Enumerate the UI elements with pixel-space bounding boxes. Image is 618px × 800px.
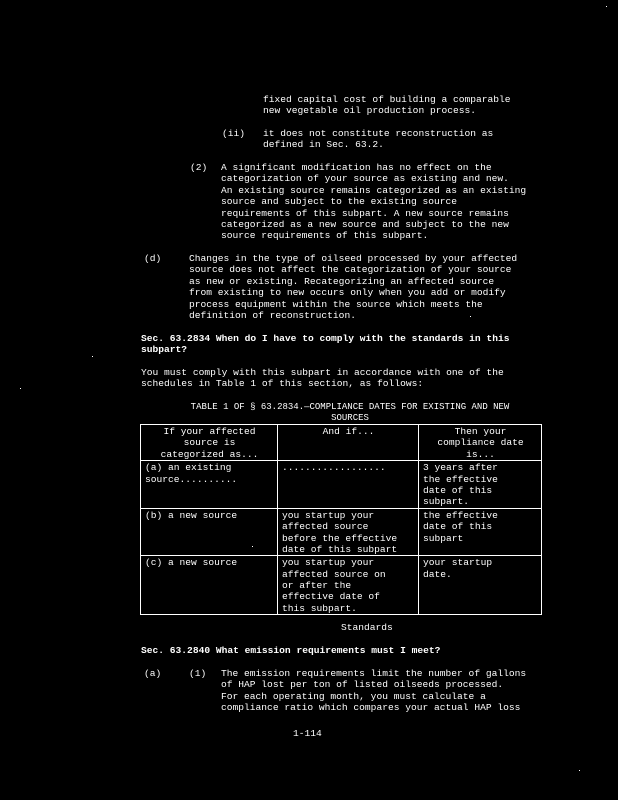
text-line: it does not constitute reconstruction as: [263, 128, 494, 139]
item-marker-2: (2): [190, 162, 208, 173]
text-line: process equipment within the source which meets the: [189, 298, 483, 310]
cell-text: this subpart.: [282, 602, 357, 614]
section-heading-2834: [141, 333, 509, 356]
cell-text: subpart.: [423, 496, 470, 508]
text-line: definition of reconstruction.: [189, 309, 356, 321]
item-d-text: [189, 253, 517, 321]
text-line: You must comply with this subpart in accordance with one of the: [141, 367, 504, 378]
header-cell-condition: [278, 425, 419, 461]
text-line: from existing to new occurs only when you add or modify: [189, 287, 506, 299]
cell-text: the effective: [423, 473, 498, 485]
header-text: Then your: [454, 426, 507, 437]
cell-text: or after the: [282, 580, 352, 592]
header-text: If your affected: [163, 426, 256, 437]
text-line: Changes in the type of oilseed processed by your affected: [189, 253, 518, 264]
standards-label: Standards: [341, 622, 393, 633]
header-text: source is: [183, 437, 236, 449]
table-row: [141, 556, 542, 615]
table-row: [141, 508, 542, 556]
text-line: categorization of your source as existing and new.: [221, 173, 509, 185]
text-line: subpart?: [141, 344, 188, 356]
text-line: as new or existing. Recategorizing an affected source: [189, 275, 495, 287]
section-2834-intro: [141, 367, 504, 390]
continuation-paragraph: [263, 94, 511, 117]
text-line: new vegetable oil production process.: [263, 105, 477, 117]
text-line: TABLE 1 OF § 63.2834.—COMPLIANCE DATES FOR EXISTING AND NEW: [190, 402, 510, 412]
table-cell: [419, 556, 542, 615]
item-marker-1: (1): [189, 668, 207, 679]
section-heading-2840: Sec. 63.2840 What emission requirements must I meet?: [141, 645, 441, 656]
cell-text: source..........: [145, 473, 238, 485]
item-marker-a: (a): [144, 668, 162, 679]
cell-text: you startup your: [282, 557, 375, 569]
header-text: compliance date: [437, 437, 524, 449]
header-text: categorized as...: [160, 448, 259, 460]
text-line: defined in Sec. 63.2.: [263, 139, 384, 151]
text-line: categorized as a new source and subject to the new: [221, 218, 509, 230]
cell-text: before the effective: [282, 532, 398, 544]
cell-text: date of this: [423, 484, 493, 496]
text-line: compliance ratio which compares your actual HAP loss: [221, 702, 521, 714]
text-line: For each operating month, you must calculate a: [221, 690, 486, 702]
cell-text: affected source: [282, 521, 369, 533]
text-line: fixed capital cost of building a comparable: [263, 94, 511, 105]
table-cell: [141, 461, 278, 509]
cell-text: date of this subpart: [282, 543, 398, 555]
text-line: of HAP lost per ton of listed oilseeds processed.: [221, 679, 504, 691]
item-marker-ii: (ii): [222, 128, 246, 139]
text-line: source and subject to the existing source: [221, 196, 458, 208]
table-cell: [419, 461, 542, 509]
text-line: The emission requirements limit the number of gallons: [221, 668, 527, 679]
table-cell: [419, 508, 542, 556]
cell-text: affected source on: [282, 568, 386, 580]
text-line: SOURCES: [331, 413, 369, 424]
item-ii-text: [263, 128, 493, 151]
table-caption: [140, 402, 560, 424]
cell-text: date.: [423, 568, 452, 580]
table-row: [141, 461, 542, 509]
table-cell: [278, 508, 419, 556]
text-line: A significant modification has no effect on the: [221, 162, 492, 173]
cell-text: (b) a new source: [145, 509, 238, 521]
header-cell-category: [141, 425, 278, 461]
item-marker-d: (d): [144, 253, 162, 264]
table-cell: [278, 556, 419, 615]
cell-text: date of this: [423, 521, 493, 533]
text-line: Sec. 63.2834 When do I have to comply with the standards in this: [141, 333, 510, 344]
cell-text: (a) an existing: [145, 462, 232, 474]
header-text: And if...: [322, 426, 375, 437]
header-text: is...: [466, 448, 495, 460]
cell-text: ..................: [282, 462, 386, 474]
cell-text: subpart: [423, 532, 464, 544]
cell-text: the effective: [423, 509, 498, 521]
header-cell-date: [419, 425, 542, 461]
compliance-dates-table: [140, 424, 542, 615]
item-2-text: [221, 162, 526, 242]
text-line: schedules in Table 1 of this section, as follows:: [141, 378, 424, 390]
table-cell: [141, 556, 278, 615]
item-a1-text: [221, 668, 526, 714]
cell-text: 3 years after: [423, 462, 498, 474]
cell-text: your startup: [423, 557, 493, 569]
table-header-row: [141, 425, 542, 461]
text-line: requirements of this subpart. A new source remains: [221, 207, 509, 219]
table-cell: [141, 508, 278, 556]
cell-text: effective date of: [282, 591, 380, 603]
text-line: source requirements of this subpart.: [221, 230, 429, 242]
page-number: 1-114: [293, 728, 322, 739]
cell-text: (c) a new source: [145, 557, 238, 569]
cell-text: you startup your: [282, 509, 375, 521]
table-cell: [278, 461, 419, 509]
text-line: An existing source remains categorized as an existing: [221, 184, 527, 196]
text-line: source does not affect the categorization of your source: [189, 264, 512, 276]
